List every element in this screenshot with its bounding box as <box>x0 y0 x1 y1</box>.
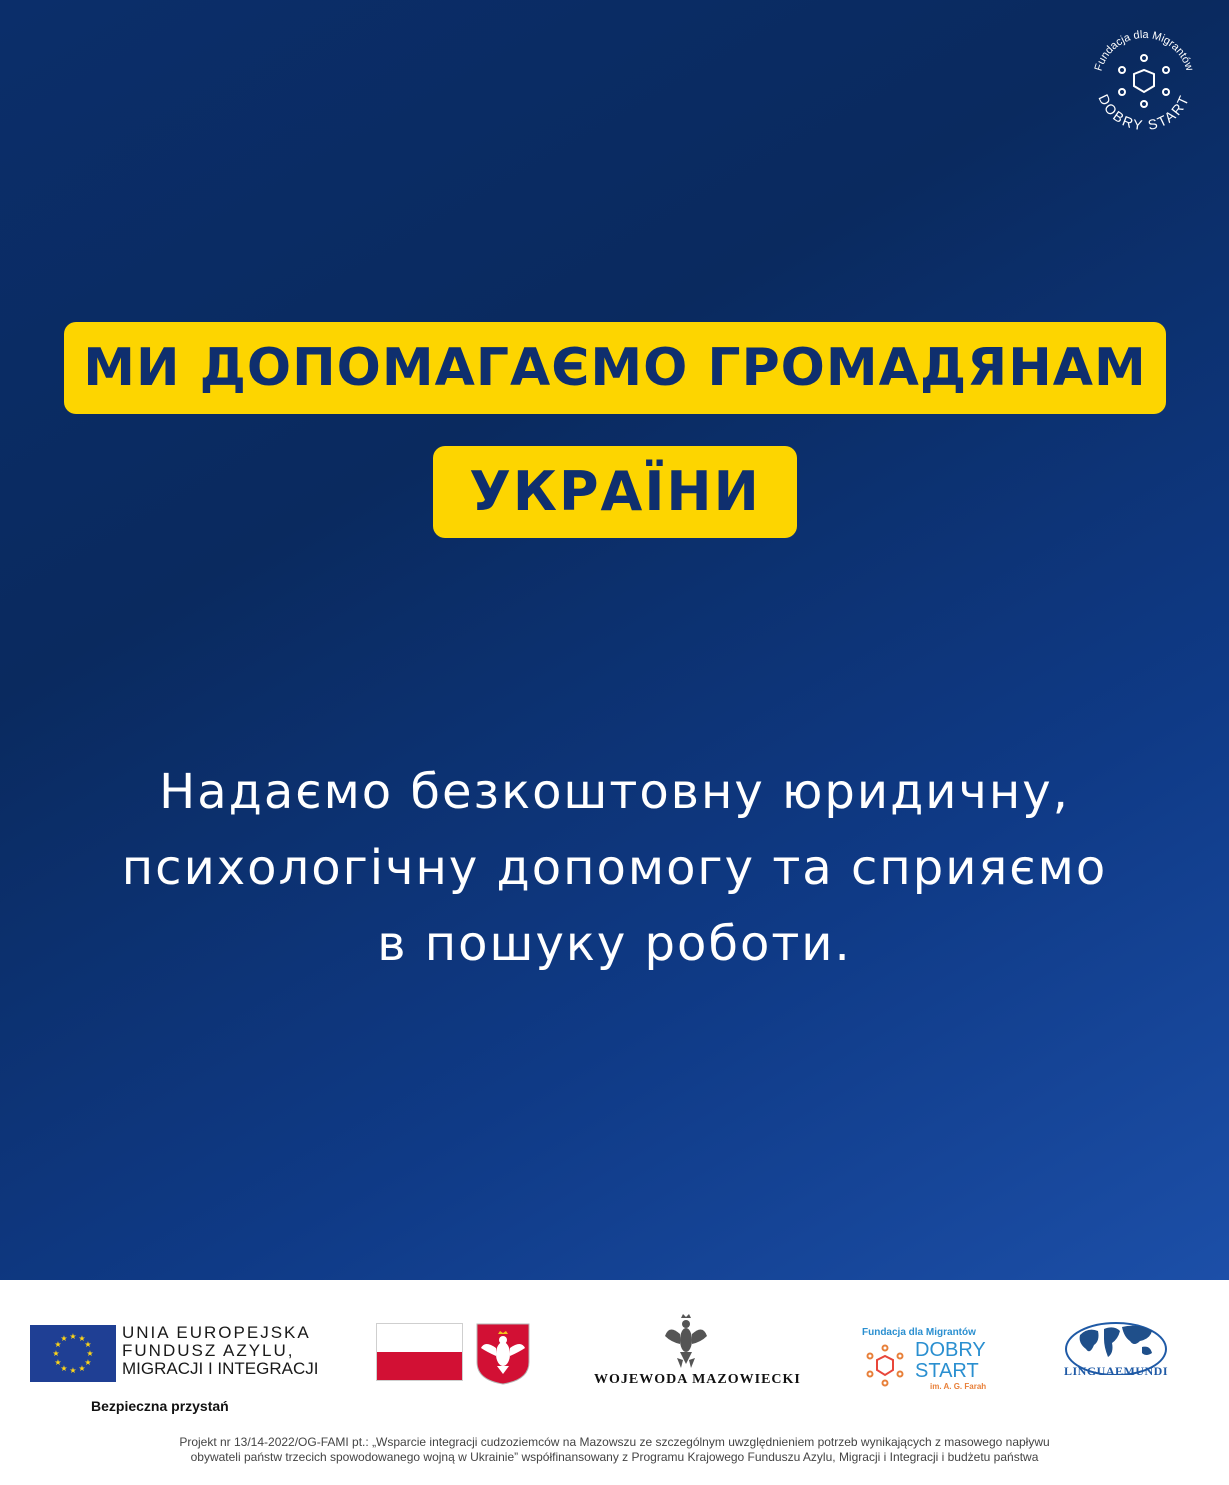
svg-text:★: ★ <box>54 1340 62 1349</box>
wojewoda-eagle-icon <box>663 1312 709 1372</box>
dobry-start-subtitle: im. A. G. Farah <box>930 1382 987 1391</box>
headline-line-1: МИ ДОПОМАГАЄМО ГРОМАДЯНАМ <box>64 322 1166 414</box>
dobry-start-name-1: DOBRY <box>915 1339 986 1361</box>
eu-line-2: FUNDUSZ AZYLU, <box>122 1341 295 1360</box>
dobry-start-foundation-label: Fundacja dla Migrantów <box>862 1327 976 1338</box>
eu-fund-label <box>122 1324 318 1378</box>
poland-emblem-icon <box>475 1322 531 1386</box>
svg-text:★: ★ <box>69 1366 77 1375</box>
body-text <box>20 754 1209 982</box>
headline-line-2: УКРАЇНИ <box>433 446 797 538</box>
svg-text:★: ★ <box>69 1332 77 1341</box>
svg-text:DOBRY START <box>1095 92 1192 134</box>
svg-text:★: ★ <box>84 1340 92 1349</box>
eu-flag-icon <box>30 1325 116 1382</box>
project-line: Projekt nr 13/14-2022/OG-FAMI pt.: „Wsparcie integracji cudzoziemców na Mazowszu ze szczególnym uwzględnieniem potrzeb wynikających z masowego napływu <box>179 1435 1050 1449</box>
svg-text:★: ★ <box>60 1364 68 1373</box>
svg-text:★: ★ <box>60 1334 68 1343</box>
body-line: в пошуку роботи. <box>377 916 852 972</box>
eu-line-3: MIGRACJI I INTEGRACJI <box>122 1359 319 1378</box>
svg-text:★: ★ <box>52 1349 60 1358</box>
dobry-start-name-2: START <box>915 1360 979 1382</box>
svg-text:Fundacja dla Migrantów <box>1093 29 1196 73</box>
svg-text:★: ★ <box>86 1349 94 1358</box>
body-line: Надаємо безкоштовну юридичну, <box>159 764 1070 820</box>
dobry-start-badge-logo <box>1082 20 1206 144</box>
dobry-start-logo-icon <box>862 1343 908 1389</box>
sponsor-footer <box>0 1280 1229 1485</box>
project-description <box>90 1435 1139 1465</box>
poland-flag-icon <box>376 1323 463 1381</box>
wojewoda-label: WOJEWODA MAZOWIECKI <box>594 1372 801 1387</box>
badge-bottom-text: DOBRY START <box>1095 91 1193 134</box>
svg-text:★: ★ <box>78 1334 86 1343</box>
svg-text:★: ★ <box>84 1358 92 1367</box>
body-line: психологічну допомогу та сприяємо <box>121 840 1108 896</box>
badge-arc-text: Fundacja dla Migrantów <box>1092 28 1196 73</box>
linguae-mundi-label: LINGUAEMUNDI <box>1063 1364 1168 1378</box>
project-caption: Bezpieczna przystań <box>91 1398 229 1414</box>
eu-line-1: UNIA EUROPEJSKA <box>122 1323 311 1342</box>
svg-text:★: ★ <box>54 1358 62 1367</box>
project-line: obywateli państw trzecich spowodowanego wojną w Ukrainie” współfinansowany z Programu Krajowego Funduszu Azylu, Migracji i Integracji i budżetu państwa <box>190 1450 1039 1464</box>
svg-text:★: ★ <box>78 1364 86 1373</box>
